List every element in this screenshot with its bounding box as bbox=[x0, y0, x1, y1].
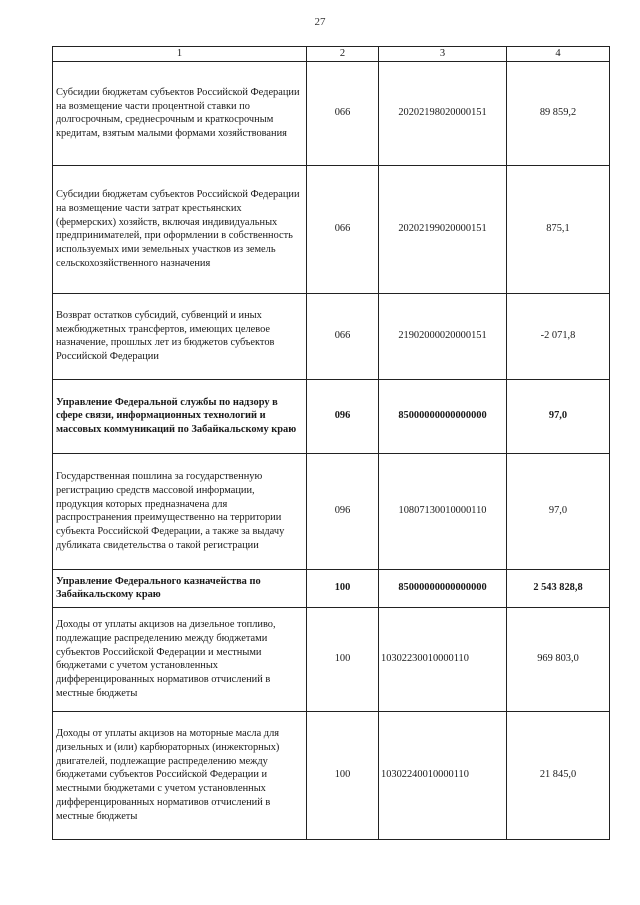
row-amount: -2 071,8 bbox=[507, 293, 610, 379]
row-admin-code: 066 bbox=[307, 165, 379, 293]
row-amount: 969 803,0 bbox=[507, 607, 610, 711]
row-name: Возврат остатков субсидий, субвенций и иных межбюджетных трансфертов, имеющих целевое назначение, прошлых лет из бюджетов субъектов Российской Федерации bbox=[53, 293, 307, 379]
row-admin-code: 100 bbox=[307, 569, 379, 607]
table-row bbox=[53, 711, 610, 839]
row-amount: 97,0 bbox=[507, 453, 610, 569]
header-col-4: 4 bbox=[507, 47, 610, 62]
row-admin-code: 066 bbox=[307, 61, 379, 165]
row-admin-code: 096 bbox=[307, 379, 379, 453]
row-name: Доходы от уплаты акцизов на моторные масла для дизельных и (или) карбюраторных (инжекторных) двигателей, подлежащие распределению между бюджетами субъектов Российской Федерации и местными бюджетами с учетом установленных дифференцированных нормативов отчислений в местные бюджеты bbox=[53, 711, 307, 839]
row-amount: 89 859,2 bbox=[507, 61, 610, 165]
row-amount: 875,1 bbox=[507, 165, 610, 293]
row-name: Доходы от уплаты акцизов на дизельное топливо, подлежащие распределению между бюджетами субъектов Российской Федерации и местными бюджетами с учетом установленных дифференцированных нормативов отчислений в местные бюджеты bbox=[53, 607, 307, 711]
header-col-3: 3 bbox=[379, 47, 507, 62]
row-amount: 21 845,0 bbox=[507, 711, 610, 839]
row-kbk: 85000000000000000 bbox=[379, 569, 507, 607]
header-col-2: 2 bbox=[307, 47, 379, 62]
row-name: Субсидии бюджетам субъектов Российской Федерации на возмещение части процентной ставки по долгосрочным, среднесрочным и краткосрочным кредитам, взятым малыми формами хозяйствования bbox=[53, 61, 307, 165]
table-row bbox=[53, 569, 610, 607]
table-row bbox=[53, 379, 610, 453]
row-name: Государственная пошлина за государственную регистрацию средств массовой информации, продукция которых предназначена для распространения преимущественно на территории субъекта Российской Федерации, а также за выдачу дубликата свидетельства о такой регистрации bbox=[53, 453, 307, 569]
table-row bbox=[53, 607, 610, 711]
table-row bbox=[53, 453, 610, 569]
row-admin-code: 096 bbox=[307, 453, 379, 569]
budget-table bbox=[52, 46, 610, 840]
row-name: Управление Федерального казначейства по Забайкальскому краю bbox=[53, 569, 307, 607]
row-kbk: 10302240010000110 bbox=[379, 711, 507, 839]
table-row bbox=[53, 165, 610, 293]
row-admin-code: 100 bbox=[307, 711, 379, 839]
row-kbk: 10807130010000110 bbox=[379, 453, 507, 569]
row-amount: 97,0 bbox=[507, 379, 610, 453]
table-row bbox=[53, 293, 610, 379]
row-name: Субсидии бюджетам субъектов Российской Федерации на возмещение части затрат крестьянских (фермерских) хозяйств, включая индивидуальных предпринимателей, при оформлении в собственность используемых ими земельных участков из земель сельскохозяйственного назначения bbox=[53, 165, 307, 293]
header-col-1: 1 bbox=[53, 47, 307, 62]
row-amount: 2 543 828,8 bbox=[507, 569, 610, 607]
row-name: Управление Федеральной службы по надзору в сфере связи, информационных технологий и массовых коммуникаций по Забайкальскому краю bbox=[53, 379, 307, 453]
page-number: 27 bbox=[314, 16, 326, 28]
row-kbk: 21902000020000151 bbox=[379, 293, 507, 379]
row-admin-code: 066 bbox=[307, 293, 379, 379]
row-kbk: 20202199020000151 bbox=[379, 165, 507, 293]
table-header-row bbox=[53, 47, 610, 62]
row-kbk: 20202198020000151 bbox=[379, 61, 507, 165]
row-admin-code: 100 bbox=[307, 607, 379, 711]
row-kbk: 85000000000000000 bbox=[379, 379, 507, 453]
row-kbk: 10302230010000110 bbox=[379, 607, 507, 711]
table-row bbox=[53, 61, 610, 165]
